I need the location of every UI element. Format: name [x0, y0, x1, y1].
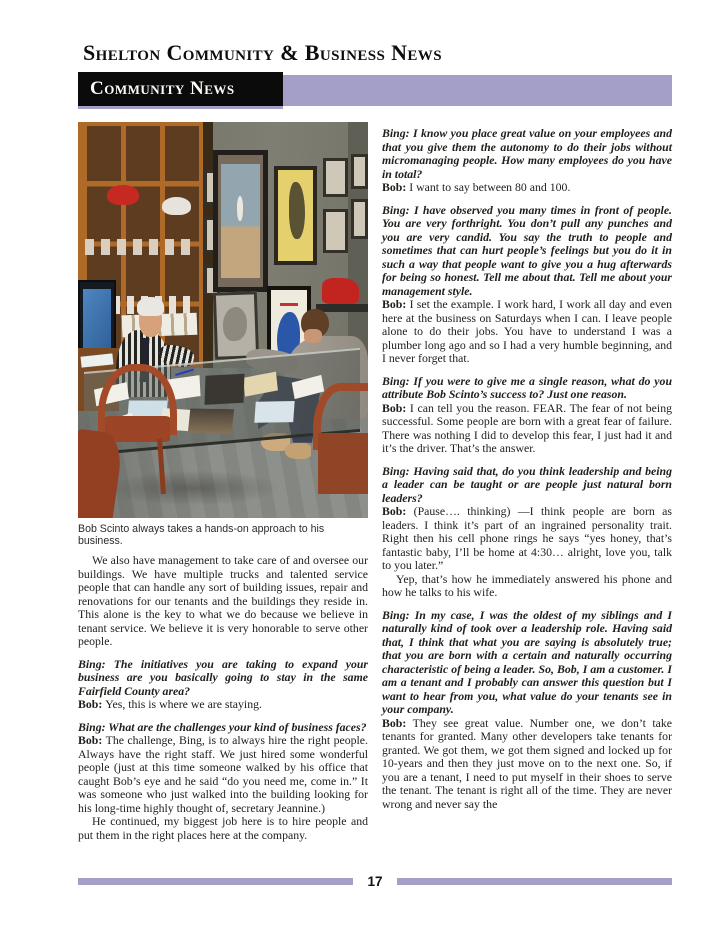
speaker-label: Bob: [382, 715, 413, 730]
question-paragraph: Bing: If you were to give me a single reason, what do you attribute Bob Scinto’s success to? Just one reason. [382, 373, 673, 401]
chair-leg [157, 439, 166, 494]
speaker-label: Bing: [78, 719, 109, 734]
answer-paragraph: Bob: I can tell you the reason. FEAR. The fear of not being successful. Some people are born with a great fear of failure. There was nothing I did to develop this fear, I just had it and it’s the driver. That’s the answer. [382, 400, 672, 455]
speaker-label: Bing: [382, 607, 415, 622]
question-paragraph: Bing: What are the challenges your kind of business faces? [78, 719, 367, 734]
small-frame [323, 209, 348, 253]
paper [254, 400, 294, 421]
small-frame [351, 154, 368, 190]
plain-paragraph: We also have management to take care of and oversee our buildings. We have multiple trucks and talented service people that can handle any sort of building issues, repair and renovations for our tenants and the buildings they reside in. This alone is the key to what we do because we believe in tenant service. We believe it is very honorable to serve other people. [78, 553, 368, 648]
small-frame [323, 158, 348, 198]
masthead-title: Shelton Community & Business News [83, 40, 442, 65]
abstract-shape [289, 182, 305, 238]
speaker-label: Bob: [382, 504, 414, 518]
tv-screen [83, 289, 111, 356]
question-paragraph: Bing: I have observed you many times in front of people. You are very forthright. You don’t pull any punches and you are very candid. You say the truth to people and sometimes that can hurt people’s feelings but you do it in such a way that people want to give you a hug afterwards for being so honest. Tell me about that. Tell me about your management style. [382, 202, 673, 298]
plain-paragraph: He continued, my biggest job here is to hire people and put them in the right places here at the company. [78, 814, 368, 842]
speaker-label: Bob: [382, 297, 410, 311]
interviewer-shoe [285, 443, 311, 459]
speaker-label: Bob: [382, 400, 410, 415]
red-cap [107, 185, 139, 205]
question-paragraph: Bing: The initiatives you are taking to expand your business are you basically going to stay in the same Fairfield County area? [78, 656, 369, 698]
speaker-label: Bing: [382, 463, 414, 478]
plain-paragraph: Yep, that’s how he immediately answered his phone and how he talks to his wife. [382, 571, 672, 599]
speaker-label: Bing: [78, 656, 114, 671]
answer-paragraph: Bob: I set the example. I work hard, I work all day and even here at the business on Saturdays when I can. I leave people alone to do their jobs. You have to understand I was a plumber long ago and so I had a very humble beginning, and I never forget that. [382, 297, 672, 365]
left-column-text [78, 554, 368, 842]
small-frame [351, 199, 368, 239]
answer-paragraph: Bob: Yes, this is where we are staying. [78, 697, 262, 711]
answer-paragraph: Bob: I want to say between 80 and 100. [382, 180, 571, 194]
speaker-label: Bing: [382, 202, 414, 217]
question-paragraph: Bing: I know you place great value on your employees and that you give them the autonomy to do their jobs without micromanaging people. How many employees do you have in total? [382, 126, 673, 181]
speaker-label: Bing: [382, 373, 414, 388]
framed-art-image [221, 164, 260, 278]
white-cap [162, 197, 191, 215]
model-car [322, 278, 360, 304]
bob-white-hair [137, 297, 163, 315]
chair-base [318, 433, 368, 494]
speaker-label: Bing: [382, 126, 413, 140]
answer-paragraph: Bob: (Pause…. thinking) —I think people are born as leaders. I think it’s part of an ingrained personality trait. Right then his cell phone rings he says “yes honey, that’s fantastic baby, I’ll be home at 4:30… alright, love you, talk to you later.” [382, 504, 672, 572]
framed-art-figure [237, 196, 243, 221]
speaker-label: Bob: [78, 733, 106, 747]
page-number: 17 [367, 874, 383, 889]
right-column [382, 122, 672, 842]
answer-paragraph: Bob: The challenge, Bing, is to always hire the right people. Always have the right staff. We just hired some wonderful people (just at this time someone walked by his office that caught Bob’s eye and he said “do you need me, come in.” It was someone who just walked into the building looking for his long-time highly thought of, secretary Jeannine.) [78, 733, 368, 815]
question-paragraph: Bing: In my case, I was the oldest of my siblings and I naturally kind of took over a leadership role. Having said that, I think that what you are saying is absolutely true; that you are born with a certain and naturally occurring characteristic of being a leader. So, Bob, I am a customer. I am a tenant and I probably can answer this question but I want to hear from you, what value do your tenants see in your company. [382, 607, 672, 716]
footer-bar-left [78, 878, 353, 885]
banner-black-box [78, 72, 283, 109]
speaker-label: Bob: [382, 180, 410, 194]
poster-red-line [280, 303, 298, 305]
section-banner [78, 72, 672, 109]
article-columns [78, 122, 672, 842]
dark-book [205, 373, 245, 404]
paper [243, 371, 278, 396]
article-photo [78, 122, 368, 518]
leather-chair-right [313, 383, 368, 494]
page-footer [78, 874, 672, 889]
question-paragraph: Bing: Having said that, do you think leadership and being a leader can be taught or are people just natural born leaders? [382, 463, 672, 505]
shelf-memorabilia [85, 239, 195, 255]
speaker-label: Bob: [78, 697, 106, 711]
footer-bar-right [397, 878, 672, 885]
photo-book [187, 408, 233, 433]
framed-art-large [213, 150, 268, 293]
right-column-text [382, 127, 672, 811]
answer-paragraph: Bob: They see great value. Number one, we don’t take tenants for granted. Many other developers take tenants for granted. We got them, we got them signed and locked up for 10-years and then they just move on to the next one. So, if you are a tenant, I need to put myself in their shoes to serve the tenant. The tenant is right all of the time. They are never wrong and never say the [382, 715, 672, 811]
interviewer-face [304, 329, 321, 342]
section-banner-label: Community News [90, 78, 235, 99]
artwork-shape [222, 307, 248, 342]
framed-art-yellow [274, 166, 318, 265]
photo-caption: Bob Scinto always takes a hands-on approach to his business. [78, 523, 325, 547]
left-column [78, 122, 368, 842]
